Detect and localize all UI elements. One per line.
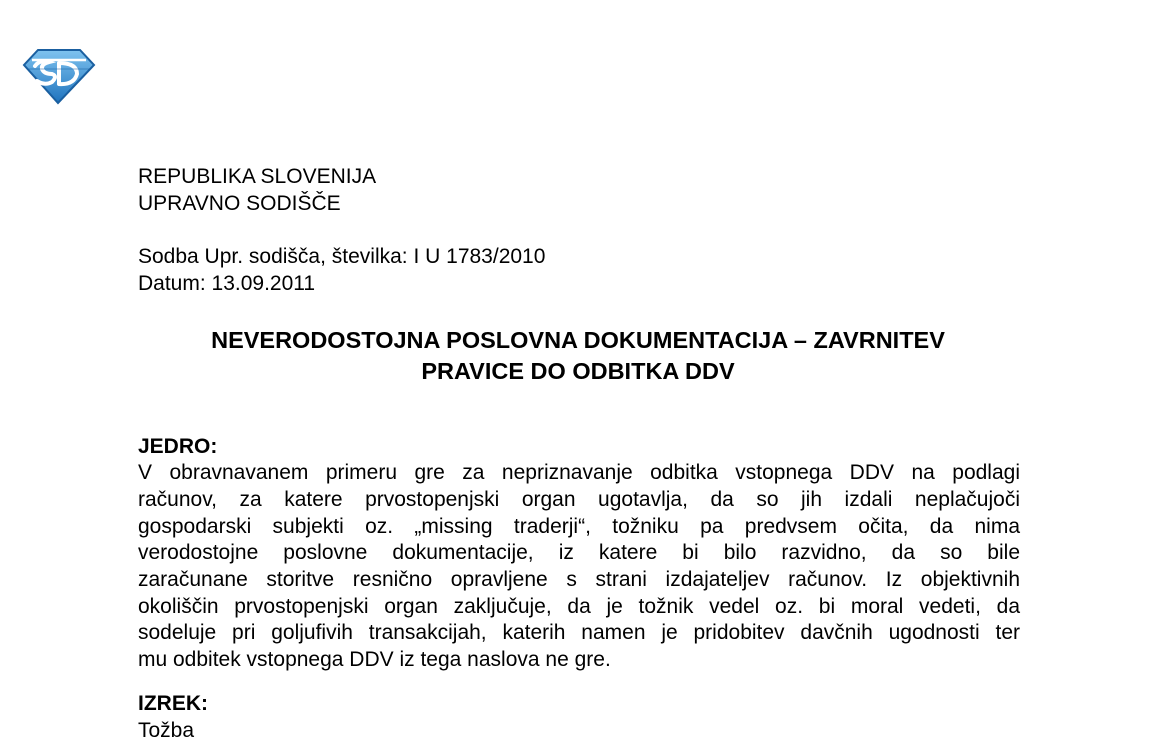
jedro-line: verodostojne poslovne dokumentacije, iz katere bi bilo razvidno, da so bile xyxy=(138,541,1020,565)
izrek-text: Tožba xyxy=(138,718,195,742)
jedro-line: V obravnavanem primeru gre za nepriznavanje odbitka vstopnega DDV na podlagi xyxy=(138,461,1020,485)
title-line-1: NEVERODOSTOJNA POSLOVNA DOKUMENTACIJA – ZAVRNITEV xyxy=(211,326,945,353)
document-title xyxy=(144,325,1012,387)
jedro-line: zaračunane storitve resnično opravljene s strani izdajateljev računov. Iz objektivnih xyxy=(138,568,1020,592)
jedro-line: računov, za katere prvostopenjski organ ugotavlja, da so jih izdali neplačujoči xyxy=(138,487,1020,511)
jedro-line: okoliščin prvostopenjski organ zaključuje, da je tožnik vedel oz. bi moral vedeti, da xyxy=(138,594,1020,618)
izrek-heading: IZREK: xyxy=(138,691,208,715)
case-number: Sodba Upr. sodišča, številka: I U 1783/2010 xyxy=(138,245,546,269)
case-date: Datum: 13.09.2011 xyxy=(138,271,316,295)
court-logo xyxy=(22,47,96,105)
court-country: REPUBLIKA SLOVENIJA xyxy=(138,165,377,188)
jedro-line: mu odbitek vstopnega DDV iz tega naslova ne gre. xyxy=(138,648,611,672)
document-body xyxy=(138,164,1020,744)
jedro-paragraph xyxy=(138,460,1020,674)
jedro-line: gospodarski subjekti oz. „missing traderji“, tožniku pa predvsem očita, da nima xyxy=(138,514,1020,538)
title-line-2: PRAVICE DO ODBITKA DDV xyxy=(421,357,735,384)
jedro-heading: JEDRO: xyxy=(138,434,218,458)
jedro-line: sodeluje pri goljufivih transakcijah, katerih namen je pridobitev davčnih ugodnosti ter xyxy=(138,621,1020,645)
court-name: UPRAVNO SODIŠČE xyxy=(138,191,341,215)
